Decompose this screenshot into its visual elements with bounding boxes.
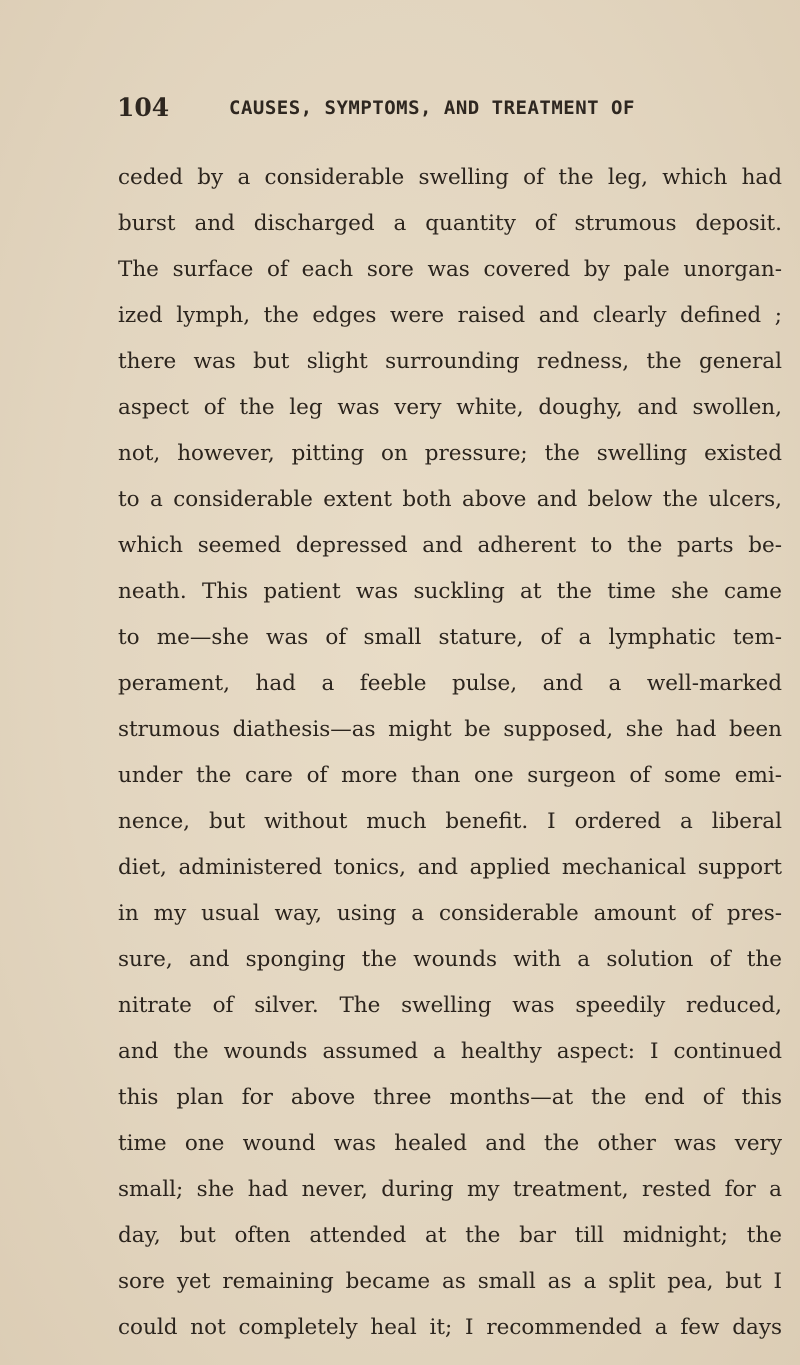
text-line: The surface of each sore was covered by pale unorgan- [118,257,782,282]
text-line: strumous diathesis—as might be supposed, she had been [118,717,782,742]
text-line: small; she had never, during my treatment, rested for a [118,1177,782,1202]
text-line: perament, had a feeble pulse, and a well-marked [118,671,782,696]
text-line: nitrate of silver. The swelling was speedily reduced, [118,993,782,1018]
text-line: this plan for above three months—at the end of this [118,1085,782,1110]
text-line: time one wound was healed and the other was very [118,1131,782,1156]
text-line: sure, and sponging the wounds with a solution of the [118,947,782,972]
text-line: sore yet remaining became as small as a split pea, but I [118,1269,782,1294]
text-line: in my usual way, using a considerable amount of pres- [118,901,782,926]
text-line: and the wounds assumed a healthy aspect: I continued [118,1039,782,1064]
text-line: ceded by a considerable swelling of the leg, which had [118,165,782,190]
text-line: to a considerable extent both above and below the ulcers, [118,487,782,512]
page-header [117,93,757,127]
text-line: there was but slight surrounding redness, the general [118,349,782,374]
text-line: burst and discharged a quantity of strumous deposit. [118,211,782,236]
text-line: under the care of more than one surgeon of some emi- [118,763,782,788]
running-head: CAUSES, SYMPTOMS, AND TREATMENT OF [229,97,635,119]
text-line: to me—she was of small stature, of a lymphatic tem- [118,625,782,650]
text-line: diet, administered tonics, and applied mechanical support [118,855,782,880]
text-line: could not completely heal it; I recommended a few days [118,1315,782,1340]
text-line: which seemed depressed and adherent to the parts be- [118,533,782,558]
page-number: 104 [117,93,170,122]
body-text [118,155,782,1351]
text-line: aspect of the leg was very white, doughy, and swollen, [118,395,782,420]
text-line: ized lymph, the edges were raised and clearly defined ; [118,303,782,328]
text-line: neath. This patient was suckling at the time she came [118,579,782,604]
text-line: day, but often attended at the bar till midnight; the [118,1223,782,1248]
text-line: not, however, pitting on pressure; the swelling existed [118,441,782,466]
text-line: nence, but without much benefit. I ordered a liberal [118,809,782,834]
